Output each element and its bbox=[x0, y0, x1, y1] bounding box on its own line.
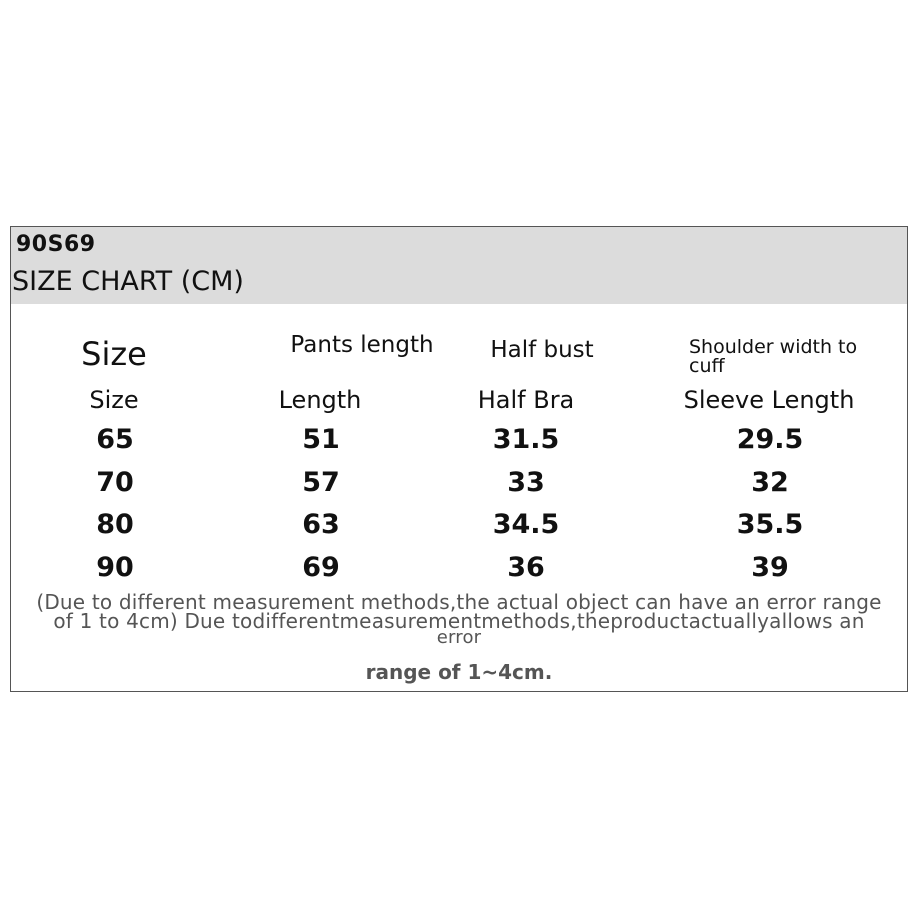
column-subheader-half-bra: Half Bra bbox=[477, 386, 575, 414]
table-cell: 35.5 bbox=[736, 509, 804, 540]
column-subheader-sleeve-length: Sleeve Length bbox=[683, 386, 855, 414]
note-range: range of 1~4cm. bbox=[365, 660, 553, 684]
table-cell: 80 bbox=[96, 509, 134, 540]
table-cell: 65 bbox=[96, 424, 134, 455]
table-cell: 51 bbox=[302, 424, 340, 455]
table-cell: 31.5 bbox=[492, 424, 560, 455]
size-chart bbox=[10, 226, 908, 692]
chart-header-band bbox=[11, 227, 907, 304]
column-header-pants-length: Pants length bbox=[290, 332, 434, 358]
note-line-2: of 1 to 4cm) Due todifferentmeasurementmethods,theproductactuallyallows an bbox=[53, 609, 865, 633]
column-subheader-size: Size bbox=[89, 386, 139, 414]
chart-title: SIZE CHART (CM) bbox=[12, 266, 244, 297]
table-cell: 69 bbox=[302, 552, 340, 583]
table-cell: 90 bbox=[96, 552, 134, 583]
table-cell: 39 bbox=[751, 552, 789, 583]
table-cell: 29.5 bbox=[736, 424, 804, 455]
table-cell: 57 bbox=[302, 467, 340, 498]
table-cell: 36 bbox=[507, 552, 545, 583]
table-cell: 33 bbox=[507, 467, 545, 498]
column-subheader-length: Length bbox=[278, 386, 362, 414]
note-line-3: error bbox=[436, 627, 482, 648]
table-cell: 70 bbox=[96, 467, 134, 498]
product-code: 90S69 bbox=[16, 232, 96, 257]
table-cell: 34.5 bbox=[492, 509, 560, 540]
table-cell: 32 bbox=[751, 467, 789, 498]
note-line-1: (Due to different measurement methods,the actual object can have an error range bbox=[36, 590, 882, 614]
column-header-half-bust: Half bust bbox=[490, 337, 594, 363]
column-header-size: Size bbox=[81, 335, 147, 373]
table-cell: 63 bbox=[302, 509, 340, 540]
column-header-shoulder-width: Shoulder width to cuff bbox=[689, 336, 858, 377]
